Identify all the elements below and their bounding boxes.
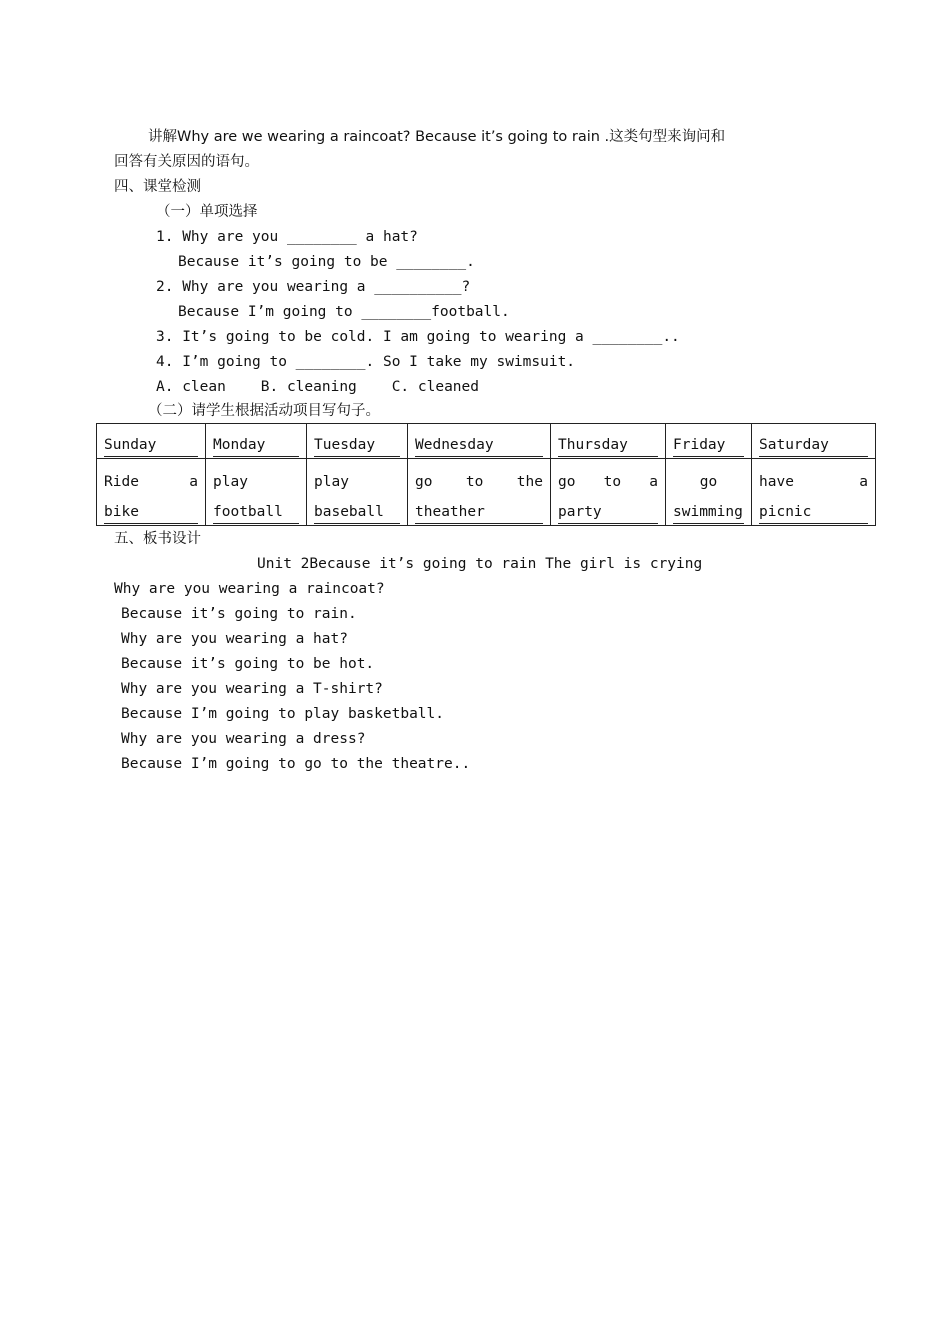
board-line: Why are you wearing a raincoat? (114, 581, 385, 597)
activity-cell: play football (206, 459, 307, 526)
explanation-line-1: 讲解Why are we wearing a raincoat? Because it’s going to rain .这类句型来询问和 (148, 129, 726, 145)
day-cell: Monday (206, 424, 307, 459)
answer-options: A. clean B. cleaning C. cleaned (156, 379, 480, 395)
day-cell: Friday (666, 424, 752, 459)
section-5-title: 五、板书设计 (114, 531, 201, 547)
board-line: Because I’m going to play basketball. (121, 706, 445, 722)
question-2: 2. Why are you wearing a __________? (156, 279, 471, 295)
day-cell: Thursday (551, 424, 666, 459)
board-line: Because it’s going to be hot. (121, 656, 375, 672)
question-3: 3. It’s going to be cold. I am going to wearing a ________.. (156, 329, 680, 345)
board-line: Why are you wearing a dress? (121, 731, 366, 747)
part-2-title: （二）请学生根据活动项目写句子。 (148, 403, 380, 419)
day-cell: Saturday (752, 424, 876, 459)
activity-cell: go swimming (666, 459, 752, 526)
day-cell: Wednesday (408, 424, 551, 459)
question-4: 4. I’m going to ________. So I take my swimsuit. (156, 354, 576, 370)
part-1-title: （一）单项选择 (156, 204, 258, 220)
board-line: Because I’m going to go to the theatre.. (121, 756, 471, 772)
activity-cell: go to a party (551, 459, 666, 526)
activity-cell: Ride a bike (97, 459, 206, 526)
board-line: Why are you wearing a hat? (121, 631, 348, 647)
board-line: Why are you wearing a T-shirt? (121, 681, 383, 697)
activity-cell: have a picnic (752, 459, 876, 526)
activity-cell: go to the theather (408, 459, 551, 526)
table-header-row (97, 424, 876, 459)
day-cell: Sunday (97, 424, 206, 459)
activity-cell: play baseball (307, 459, 408, 526)
board-title: Unit 2Because it’s going to rain The girl is crying (257, 556, 703, 572)
board-line: Because it’s going to rain. (121, 606, 357, 622)
table-row (97, 459, 876, 526)
day-cell: Tuesday (307, 424, 408, 459)
activity-table (96, 423, 876, 526)
question-1: 1. Why are you ________ a hat? (156, 229, 418, 245)
question-2-answer: Because I’m going to ________football. (178, 304, 510, 320)
explanation-line-2: 回答有关原因的语句。 (114, 154, 259, 170)
section-4-title: 四、课堂检测 (114, 179, 201, 195)
question-1-answer: Because it’s going to be ________. (178, 254, 475, 270)
